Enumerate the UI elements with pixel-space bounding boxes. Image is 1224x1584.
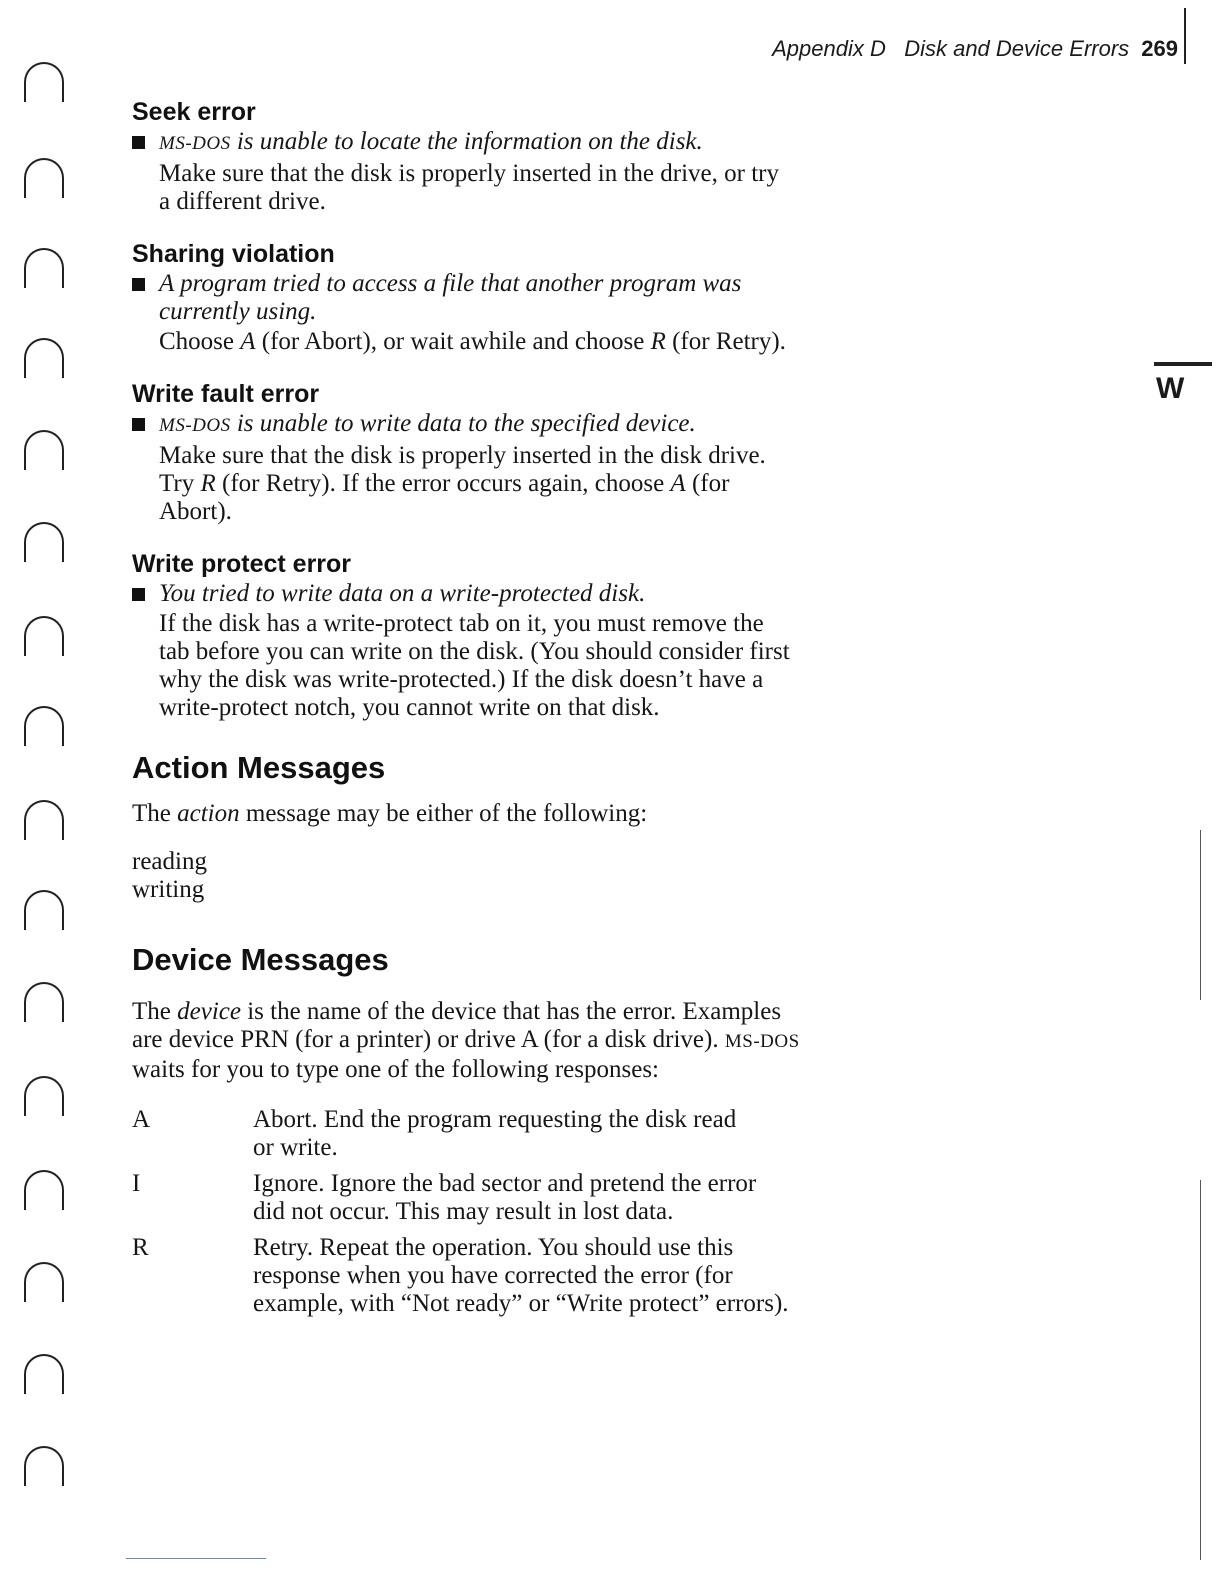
abbrev-msdos: MS-DOS — [724, 1031, 800, 1052]
intro-term: action — [177, 800, 240, 827]
page-number: 269 — [1141, 36, 1178, 61]
error-entry-write-fault — [132, 378, 892, 526]
remedy-line: tab before you can write on the disk. (You should consider first — [159, 638, 790, 665]
cause-text: is unable to locate the information on the disk. — [236, 128, 703, 155]
cause-text: is unable to write data to the specified device. — [236, 410, 696, 437]
response-key: A — [132, 1106, 151, 1133]
remedy-text: (for Abort), or wait awhile and choose — [255, 328, 651, 355]
header-rule — [1184, 8, 1186, 64]
binder-hole — [24, 1076, 64, 1116]
error-cause — [132, 270, 892, 326]
response-key: R — [132, 1234, 149, 1261]
section-heading-action: Action Messages — [132, 750, 386, 785]
binder-hole — [24, 1354, 64, 1394]
response-line: did not occur. This may result in lost data. — [253, 1198, 674, 1225]
binder-hole — [24, 62, 64, 102]
intro-text: are device PRN (for a printer) or drive A (for a disk drive). — [132, 1026, 719, 1053]
response-key: I — [132, 1170, 141, 1197]
action-option: writing — [132, 876, 205, 903]
error-entry-write-protect — [132, 548, 892, 722]
bullet-icon — [132, 136, 145, 149]
section-heading-device: Device Messages — [132, 942, 389, 977]
appendix-label: Appendix D — [772, 36, 886, 61]
error-title: Write protect error — [132, 550, 352, 578]
remedy-line — [159, 470, 892, 498]
side-tab-letter: W — [1156, 372, 1185, 405]
binder-hole — [24, 430, 64, 470]
binder-hole — [24, 158, 64, 198]
response-description — [253, 1106, 892, 1162]
intro-text: is the name of the device that has the error. Examples — [247, 998, 782, 1025]
page-edge-line — [1200, 1180, 1201, 1560]
device-intro-line — [132, 1026, 892, 1056]
binder-hole — [24, 248, 64, 288]
device-intro-line — [132, 998, 892, 1026]
response-description — [253, 1170, 892, 1226]
remedy-line: Make sure that the disk is properly inserted in the drive, or try — [159, 160, 779, 187]
action-intro — [132, 800, 892, 828]
remedy-key: R — [650, 328, 666, 355]
binder-hole — [24, 1170, 64, 1210]
remedy-key: A — [670, 470, 686, 497]
remedy-line: a different drive. — [159, 188, 326, 215]
footer-rule — [126, 1558, 266, 1559]
remedy-line: write-protect notch, you cannot write on that disk. — [159, 694, 660, 721]
response-row-ignore — [132, 1170, 892, 1226]
binder-hole — [24, 338, 64, 378]
abbrev-msdos: MS-DOS — [159, 415, 231, 436]
response-line: Retry. Repeat the operation. You should use this — [253, 1234, 734, 1261]
page-edge-line — [1200, 830, 1201, 1000]
remedy-line: If the disk has a write-protect tab on it, you must remove the — [159, 610, 764, 637]
intro-text: The — [132, 998, 171, 1025]
cause-text: You tried to write data on a write-protected disk. — [159, 580, 646, 607]
response-row-retry — [132, 1234, 892, 1318]
page-content — [132, 96, 892, 1326]
binder-hole — [24, 706, 64, 746]
error-entry-seek — [132, 96, 892, 216]
intro-text: The — [132, 800, 171, 827]
response-list — [132, 1106, 892, 1318]
remedy-text: (for Retry). — [665, 328, 786, 355]
remedy-text: (for — [685, 470, 730, 497]
binder-hole — [24, 616, 64, 656]
error-title: Sharing violation — [132, 240, 335, 268]
error-cause — [132, 580, 892, 608]
response-description — [253, 1234, 892, 1318]
chapter-title: Disk and Device Errors — [904, 36, 1130, 61]
device-intro-line: waits for you to type one of the following responses: — [132, 1056, 659, 1083]
binder-hole — [24, 982, 64, 1022]
response-line: Ignore. Ignore the bad sector and pretend the error — [253, 1170, 757, 1197]
bullet-icon — [132, 418, 145, 431]
action-option: reading — [132, 848, 207, 875]
remedy-line: Abort). — [159, 498, 232, 525]
error-cause — [132, 128, 892, 158]
remedy-text: (for Retry). If the error occurs again, choose — [215, 470, 671, 497]
device-intro — [132, 998, 892, 1084]
binder-hole — [24, 890, 64, 930]
binder-hole — [24, 1446, 64, 1486]
binder-hole — [24, 800, 64, 840]
cause-line: currently using. — [159, 298, 317, 325]
error-title: Write fault error — [132, 380, 320, 408]
error-entry-sharing — [132, 238, 892, 356]
abbrev-msdos: MS-DOS — [159, 133, 231, 154]
side-tab-bar — [1154, 362, 1212, 366]
remedy-text: Try — [159, 470, 201, 497]
bullet-icon — [132, 588, 145, 601]
remedy-line: why the disk was write-protected.) If the disk doesn’t have a — [159, 666, 764, 693]
response-line: Abort. End the program requesting the disk read — [253, 1106, 737, 1133]
remedy-key: R — [200, 470, 216, 497]
error-remedy — [132, 442, 892, 526]
cause-line: A program tried to access a file that another program was — [159, 270, 742, 297]
error-remedy — [132, 328, 892, 356]
intro-text: message may be either of the following: — [245, 800, 648, 827]
response-line: example, with “Not ready” or “Write protect” errors). — [253, 1290, 789, 1317]
remedy-text: Choose — [159, 328, 241, 355]
intro-term: device — [177, 998, 241, 1025]
bullet-icon — [132, 278, 145, 291]
error-remedy — [132, 160, 892, 216]
response-line: response when you have corrected the error (for — [253, 1262, 733, 1289]
action-options — [132, 848, 892, 904]
error-title: Seek error — [132, 98, 256, 126]
remedy-line: Make sure that the disk is properly inserted in the disk drive. — [159, 442, 766, 469]
remedy-key: A — [240, 328, 256, 355]
error-remedy — [132, 610, 892, 722]
response-row-abort — [132, 1106, 892, 1162]
binder-hole — [24, 1262, 64, 1302]
running-head — [772, 36, 1178, 62]
response-line: or write. — [253, 1134, 338, 1161]
binder-hole — [24, 522, 64, 562]
error-cause — [132, 410, 892, 440]
